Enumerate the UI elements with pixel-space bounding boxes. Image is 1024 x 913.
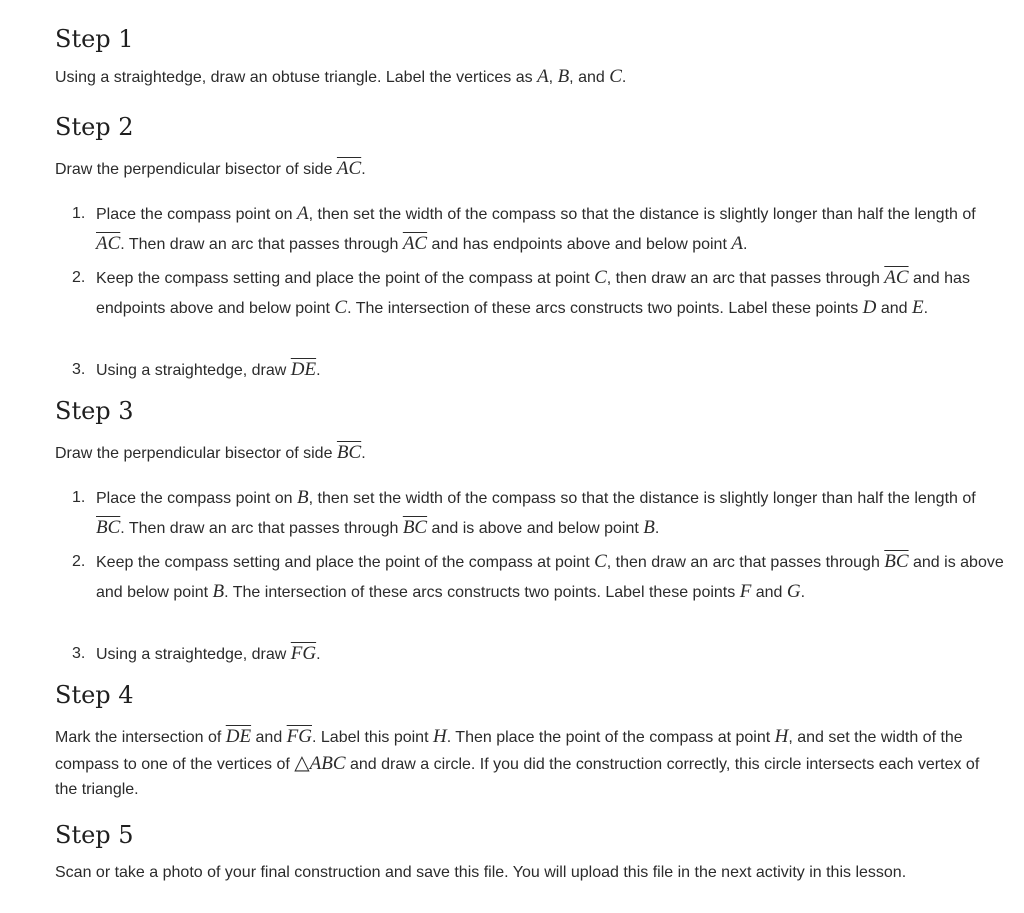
step-1-section bbox=[55, 24, 985, 90]
step-3-item-3: 3. Using a straightedge, draw $\overline{FG}$. bbox=[72, 643, 321, 664]
step-2-item-1: 1. Place the compass point on A, then set the width of the compass so that the distance is slightly longer than half the length of $\overline{AC}$. Then draw an arc that passes through $\overline{AC}$ and has endpoints above and below point A. bbox=[72, 203, 976, 254]
step-3-heading: Step 3 bbox=[55, 397, 134, 425]
step-2-intro: Draw the perpendicular bisector of side $\overline{AC}$. bbox=[55, 158, 366, 179]
step-2-heading: Step 2 bbox=[55, 113, 134, 141]
step-2-item-3: 3. Using a straightedge, draw $\overline{DE}$. bbox=[72, 359, 321, 380]
step-3-intro: Draw the perpendicular bisector of side $\overline{BC}$. bbox=[55, 442, 366, 463]
step-3-item-2: 2. Keep the compass setting and place the point of the compass at point C, then draw an arc that passes through $\overline{BC}$ and is above and below point B. The intersection of these arcs constructs two points. Label these points F and G. bbox=[72, 551, 1004, 602]
step-1-text: Using a straightedge, draw an obtuse triangle. Label the vertices as A, B, and C. bbox=[55, 66, 627, 87]
step-3-section bbox=[55, 396, 985, 466]
step-1-heading: Step 1 bbox=[55, 25, 134, 53]
step-2-item-2: 2. Keep the compass setting and place the point of the compass at point C, then draw an arc that passes through $\overline{AC}$ and has endpoints above and below point C. The intersection of these arcs constructs two points. Label these points D and E. bbox=[72, 267, 970, 318]
step-3-item-1: 1. Place the compass point on B, then set the width of the compass so that the distance is slightly longer than half the length of $\overline{BC}$. Then draw an arc that passes through $\overline{BC}$ and is above and below point B. bbox=[72, 487, 976, 538]
step-2-section bbox=[55, 112, 985, 182]
triangle-symbol: △ bbox=[294, 750, 310, 774]
step-4-text: Mark the intersection of $\overline{DE}$ and $\overline{FG}$. Label this point H. Then place the point of the compass at point H, and set the width of the compass to one of the vertices of △ABC and draw a circle. If you did the construction correctly, this circle intersects each vertex of the triangle. bbox=[55, 726, 980, 798]
step-5-text: Scan or take a photo of your final construction and save this file. You will upload this file in the next activity in this lesson. bbox=[55, 864, 907, 881]
step-4-heading: Step 4 bbox=[55, 681, 134, 709]
step-4-section bbox=[55, 680, 985, 802]
step-5-section bbox=[55, 820, 985, 885]
step-5-heading: Step 5 bbox=[55, 821, 134, 849]
